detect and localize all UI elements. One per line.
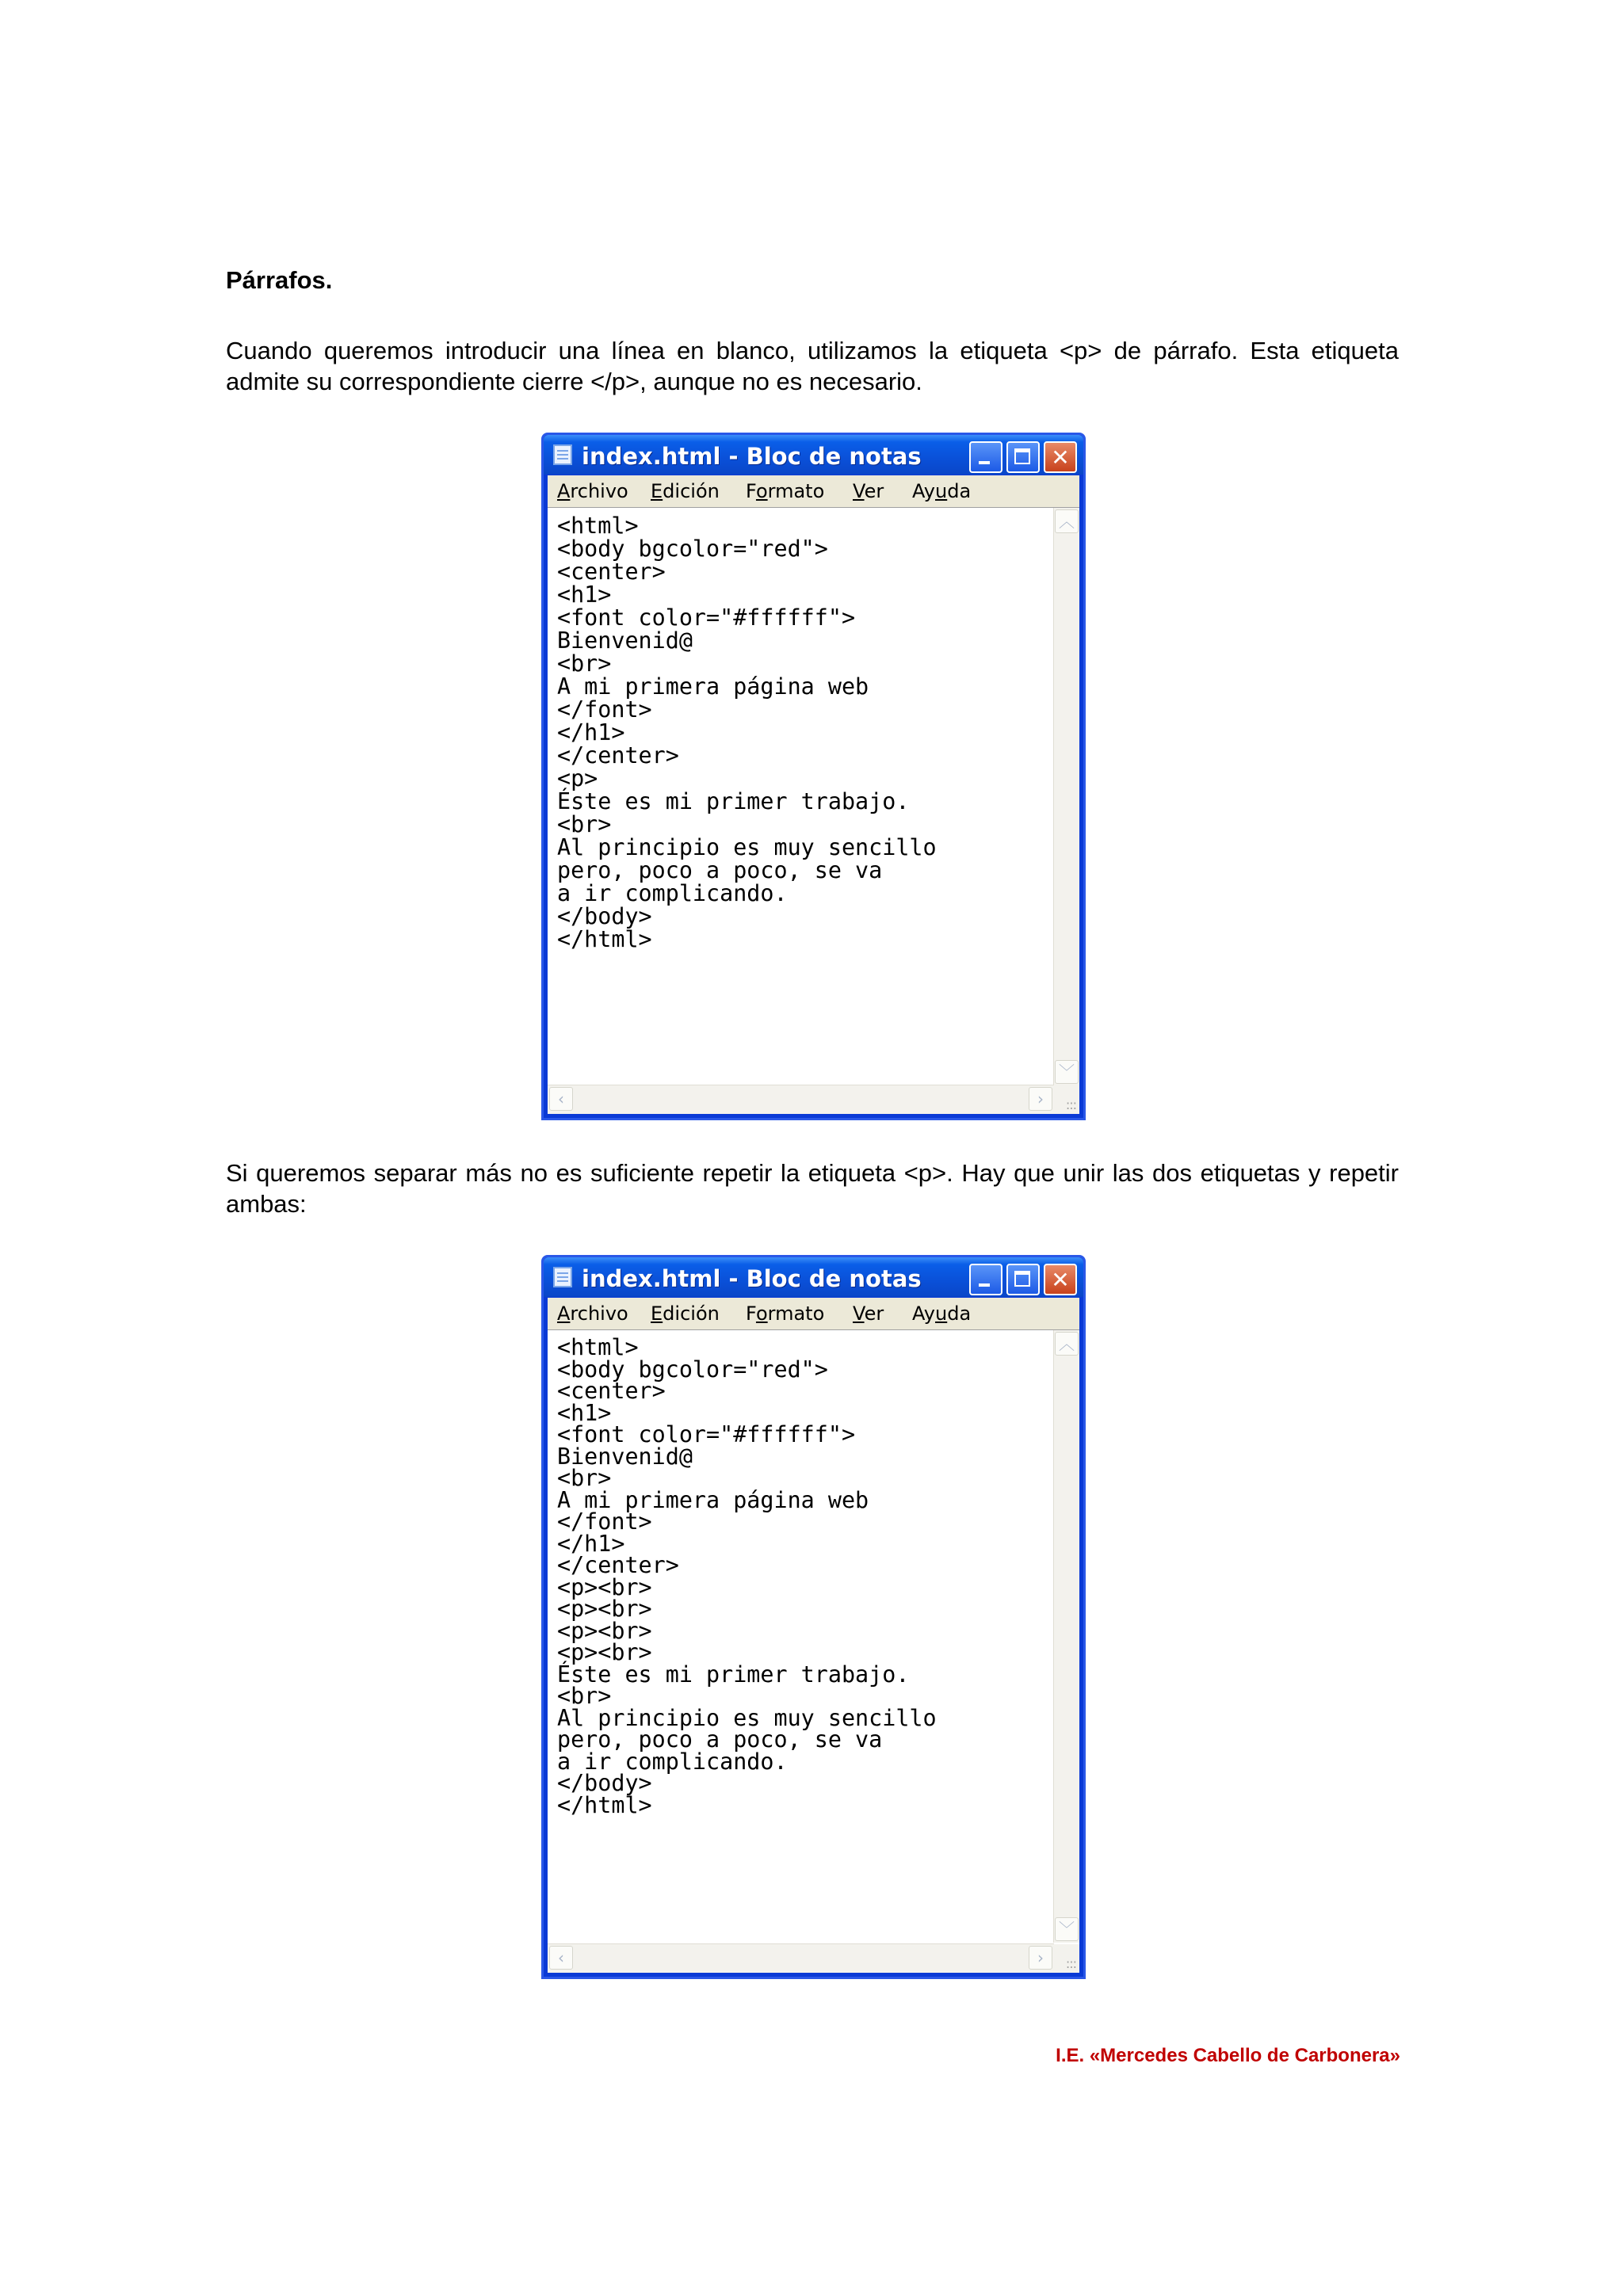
horizontal-scrollbar[interactable] — [548, 1943, 1054, 1973]
scroll-left-icon[interactable]: ‹ — [549, 1087, 573, 1111]
close-icon: ✕ — [1051, 1267, 1070, 1293]
section-heading: Párrafos. — [226, 266, 333, 294]
resize-grip-icon[interactable] — [1054, 1944, 1079, 1973]
menu-formato[interactable]: Formato — [746, 1302, 825, 1325]
minimize-button[interactable] — [969, 1264, 1002, 1295]
menu-ver[interactable]: Ver — [853, 480, 884, 502]
scroll-up-icon[interactable]: ︿ — [1055, 509, 1079, 533]
title-bar[interactable] — [544, 435, 1083, 475]
scroll-right-icon[interactable]: › — [1029, 1946, 1052, 1970]
menu-formato[interactable]: Formato — [746, 480, 825, 502]
menu-archivo[interactable]: Archivo — [557, 1302, 628, 1325]
scroll-left-icon[interactable]: ‹ — [549, 1946, 573, 1970]
close-icon: ✕ — [1051, 444, 1070, 471]
resize-grip-icon[interactable] — [1054, 1085, 1079, 1114]
code-text[interactable]: <html> <body bgcolor="red"> <center> <h1> <font color="#ffffff"> Bienvenid@ <br> A mi primera página web </font> </h1> </center> <p> Éste es mi primer trabajo. <br> Al principio es muy sencillo pero, poco a poco, se va a ir complicando. </body> </html> — [557, 513, 937, 952]
notepad-icon — [553, 1267, 572, 1287]
page-footer: I.E. «Mercedes Cabello de Carbonera» — [1056, 2045, 1400, 2066]
vertical-scrollbar[interactable] — [1053, 508, 1079, 1085]
scroll-right-icon[interactable]: › — [1029, 1087, 1052, 1111]
close-button[interactable] — [1044, 1264, 1077, 1295]
paragraph-separation: Si queremos separar más no es suficiente repetir la etiqueta <p>. Hay que unir las dos etiquetas y repetir ambas: — [226, 1159, 1399, 1218]
menu-edicion[interactable]: Edición — [651, 480, 720, 502]
menu-ayuda[interactable]: Ayuda — [912, 480, 972, 502]
menu-archivo[interactable]: Archivo — [557, 480, 628, 502]
menu-ver[interactable]: Ver — [853, 1302, 884, 1325]
title-bar[interactable] — [544, 1257, 1083, 1297]
menu-bar — [548, 1298, 1079, 1329]
window-title: index.html - Bloc de notas — [582, 443, 922, 470]
window-title: index.html - Bloc de notas — [582, 1265, 922, 1292]
horizontal-scrollbar[interactable] — [548, 1085, 1054, 1114]
notepad-window-2 — [541, 1255, 1086, 1979]
scroll-up-icon[interactable]: ︿ — [1055, 1332, 1079, 1356]
maximize-button[interactable] — [1006, 1264, 1040, 1295]
notepad-icon — [553, 444, 572, 465]
minimize-button[interactable] — [969, 441, 1002, 473]
text-editor[interactable] — [548, 1329, 1079, 1973]
vertical-scrollbar[interactable] — [1053, 1330, 1079, 1943]
code-text[interactable]: <html> <body bgcolor="red"> <center> <h1> <font color="#ffffff"> Bienvenid@ <br> A mi primera página web </font> </h1> </center> <p><br> <p><br> <p><br> <p><br> Éste es mi primer trabajo. <br> Al principio es muy sencillo pero, poco a poco, se va a ir complicando. </body> </html> — [557, 1334, 937, 1818]
maximize-button[interactable] — [1006, 441, 1040, 473]
menu-ayuda[interactable]: Ayuda — [912, 1302, 972, 1325]
scroll-down-icon[interactable]: ﹀ — [1055, 1917, 1079, 1941]
paragraph-intro: Cuando queremos introducir una línea en blanco, utilizamos la etiqueta <p> de párrafo. Esta etiqueta admite su correspondiente cierre </p>, aunque no es necesario. — [226, 337, 1399, 395]
text-editor[interactable] — [548, 507, 1079, 1114]
close-button[interactable] — [1044, 441, 1077, 473]
menu-edicion[interactable]: Edición — [651, 1302, 720, 1325]
menu-bar — [548, 475, 1079, 507]
notepad-window-1 — [541, 433, 1086, 1120]
scroll-down-icon[interactable]: ﹀ — [1055, 1060, 1079, 1084]
